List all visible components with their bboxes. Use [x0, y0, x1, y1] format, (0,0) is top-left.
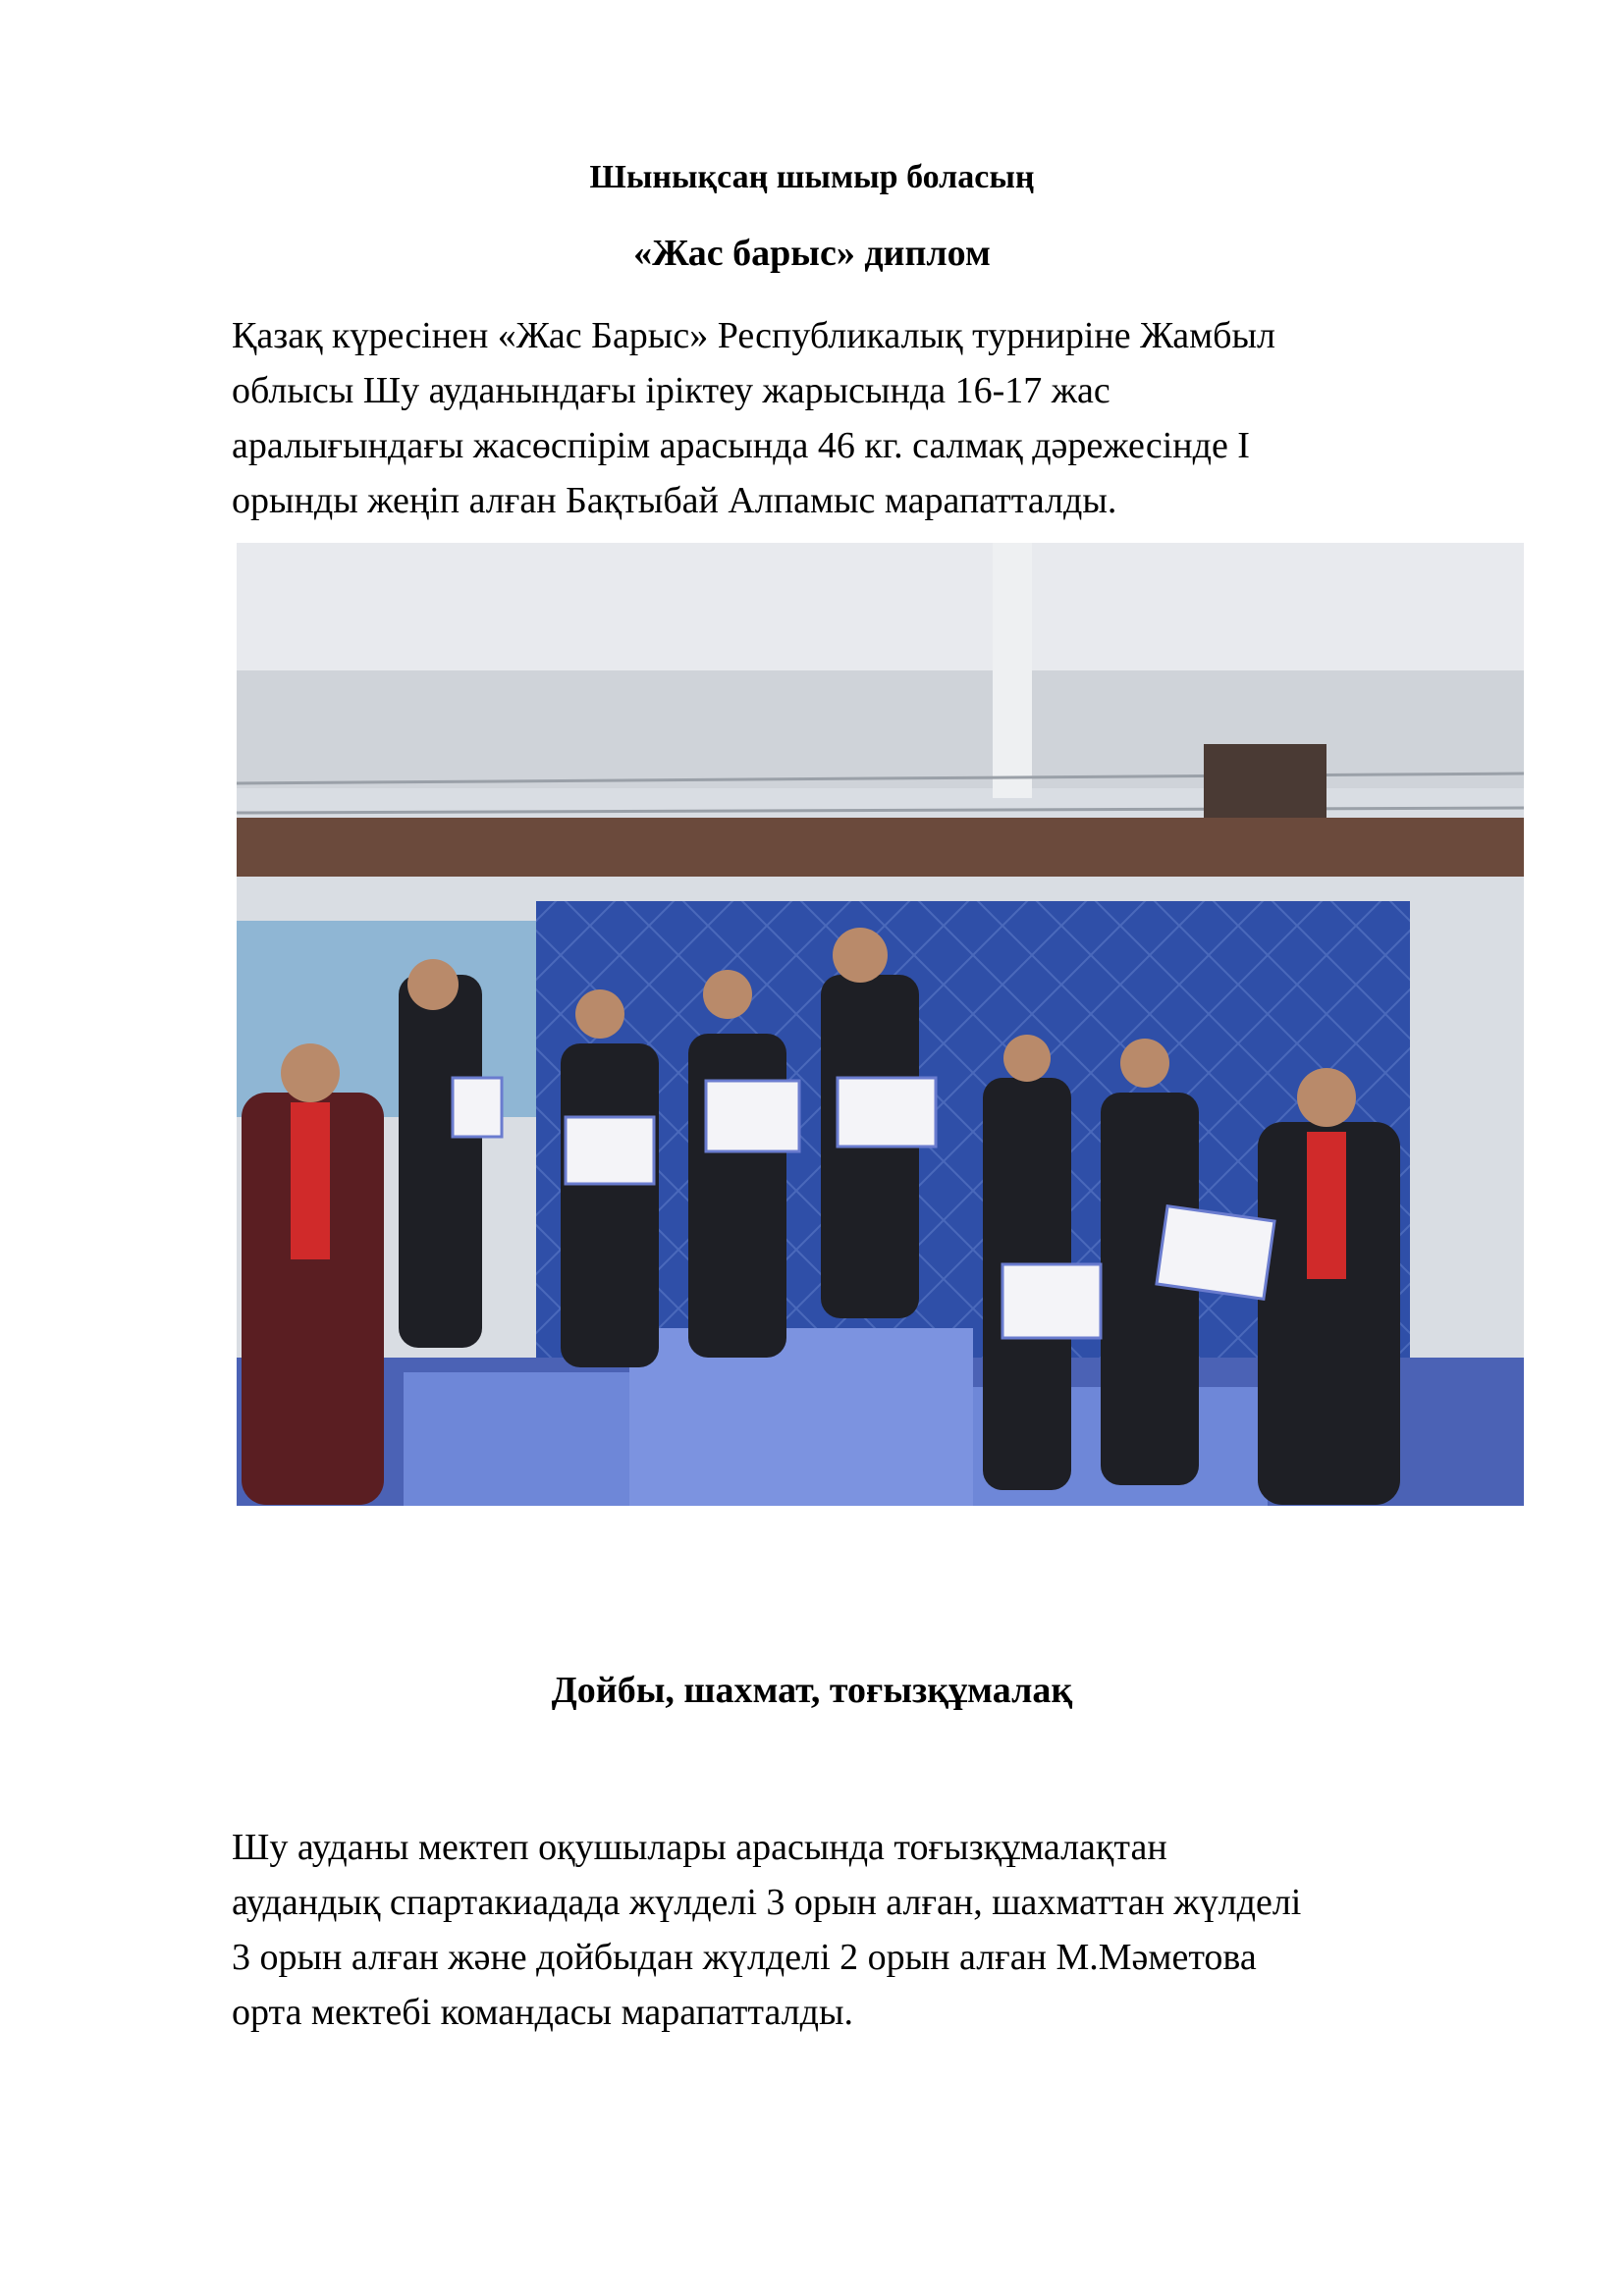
award-ceremony-photo [237, 543, 1524, 1506]
paragraph-line: 3 орын алған және дойбыдан жүлделі 2 орын алған М.Мәметова [232, 1937, 1257, 1978]
section-title: Дойбы, шахмат, тоғызқұмалақ [551, 1670, 1073, 1711]
paragraph-line: орынды жеңіп алған Бақтыбай Алпамыс марапатталды. [232, 480, 1117, 521]
paragraph-award [232, 308, 1275, 528]
section-title: Шынықсаң шымыр боласың [589, 159, 1035, 195]
paragraph-line: аралығындағы жасөспірім арасында 46 кг. салмақ дәрежесінде I [232, 425, 1250, 466]
paragraph-line: облысы Шу ауданындағы іріктеу жарысында 16-17 жас [232, 370, 1110, 411]
paragraph-line: Қазақ күресінен «Жас Барыс» Республикалық турниріне Жамбыл [232, 315, 1275, 356]
paragraph-line: орта мектебі командасы марапатталды. [232, 1992, 854, 2033]
paragraph-team-award [232, 1820, 1301, 2040]
paragraph-line: аудандық спартакиадада жүлделі 3 орын алған, шахматтан жүлделі [232, 1882, 1302, 1923]
section-subtitle: «Жас барыс» диплом [633, 233, 991, 274]
paragraph-line: Шу ауданы мектеп оқушылары арасында тоғызқұмалақтан [232, 1827, 1167, 1868]
